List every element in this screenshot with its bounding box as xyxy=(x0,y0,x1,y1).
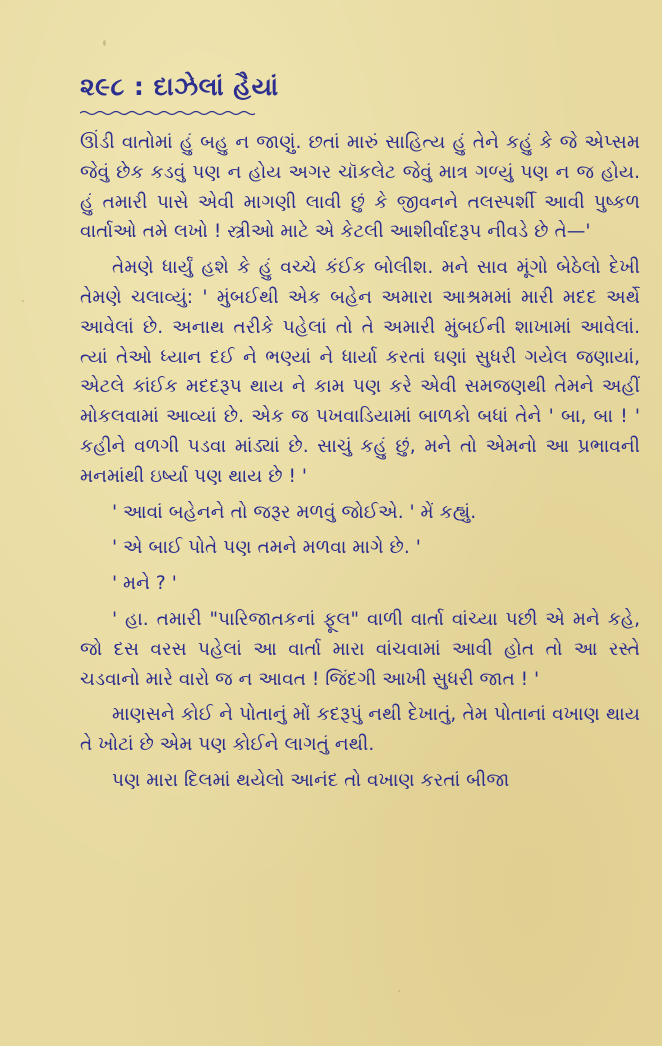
page-header xyxy=(80,72,279,112)
running-header: ૨૯૮ : દાઝેલાં હૈયાં xyxy=(80,72,279,101)
paragraph: ' હા. તમારી "પારિજાતકનાં ફૂલ" વાળી વાર્તા વાંચ્યા પછી એ મને કહે, જો દસ વરસ પહેલાં આ વાર્તા મારા વાંચવામાં આવી હોત તો આ રસ્તે ચડવાનો મારે વારો જ ન આવત ! જિંદગી આખી સુધરી જાત ! ' xyxy=(80,608,640,690)
paragraph: ' આવાં બહેનને તો જરૂર મળવું જોઈએ. ' મેં કહ્યું. xyxy=(112,501,477,523)
paragraph: ઊંડી વાતોમાં હું બહુ ન જાણું. છતાં મારું સાહિત્ય હું તેને કહું કે જે એપ્સમ જેવું છેક કડવું પણ ન હોય અગર ચૉકલેટ જેવું માત્ર ગળ્યું પણ ન જ હોય. હું તમારી પાસે એવી માગણી લાવી છું કે જીવનને તલસ્પર્શી આવી પુષ્કળ વાર્તાઓ તમે લખો ! સ્ત્રીઓ માટે એ કેટલી આશીર્વાદરૂપ નીવડે છે તે—' xyxy=(80,132,640,243)
paragraph: પણ મારા દિલમાં થયેલો આનંદ તો વખાણ કરતાં બીજા xyxy=(112,769,510,791)
paragraph: માણસને કોઈ ને પોતાનું મોં કદરૂપું નથી દેખાતું, તેમ પોતાનાં વખાણ થાય તે ખોટાં છે એમ પણ કોઈને લાગતું નથી. xyxy=(80,704,640,756)
paper-speck xyxy=(22,300,24,302)
paper-speck xyxy=(103,40,106,46)
paragraph: તેમણે ધાર્યું હશે કે હું વચ્ચે કંઈક બોલીશ. મને સાવ મૂંગો બેઠેલો દેખી તેમણે ચલાવ્યું: ' મુંબઈથી એક બહેન અમારા આશ્રમમાં મારી મદદ અર્થે આવેલાં છે. અનાથ તરીકે પહેલાં તો તે અમારી મુંબઈની શાખામાં આવેલાં. ત્યાં તેઓ ધ્યાન દઈ ને ભણ્યાં ને ધાર્યા કરતાં ઘણાં સુધરી ગયેલ જણાયાં, એટલે કાંઈક મદદરૂપ થાય ને કામ પણ કરે એવી સમજણથી તેમને અહીં મોકલવામાં આવ્યાં છે. એક જ પખવાડિયામાં બાળકો બધાં તેને ' બા, બા ! ' કહીને વળગી પડવા માંડ્યાં છે. સાચું કહું છું, મને તો એમનો આ પ્રભાવની મનમાંથી ઇર્ષ્યા પણ થાય છે ! ' xyxy=(80,257,640,487)
paper-speck xyxy=(398,990,400,992)
paragraph: ' એ બાઈ પોતે પણ તમને મળવા માગે છે. ' xyxy=(112,537,421,559)
paragraph: ' મને ? ' xyxy=(112,573,177,595)
page-body xyxy=(80,128,640,802)
wavy-underline xyxy=(80,110,255,116)
